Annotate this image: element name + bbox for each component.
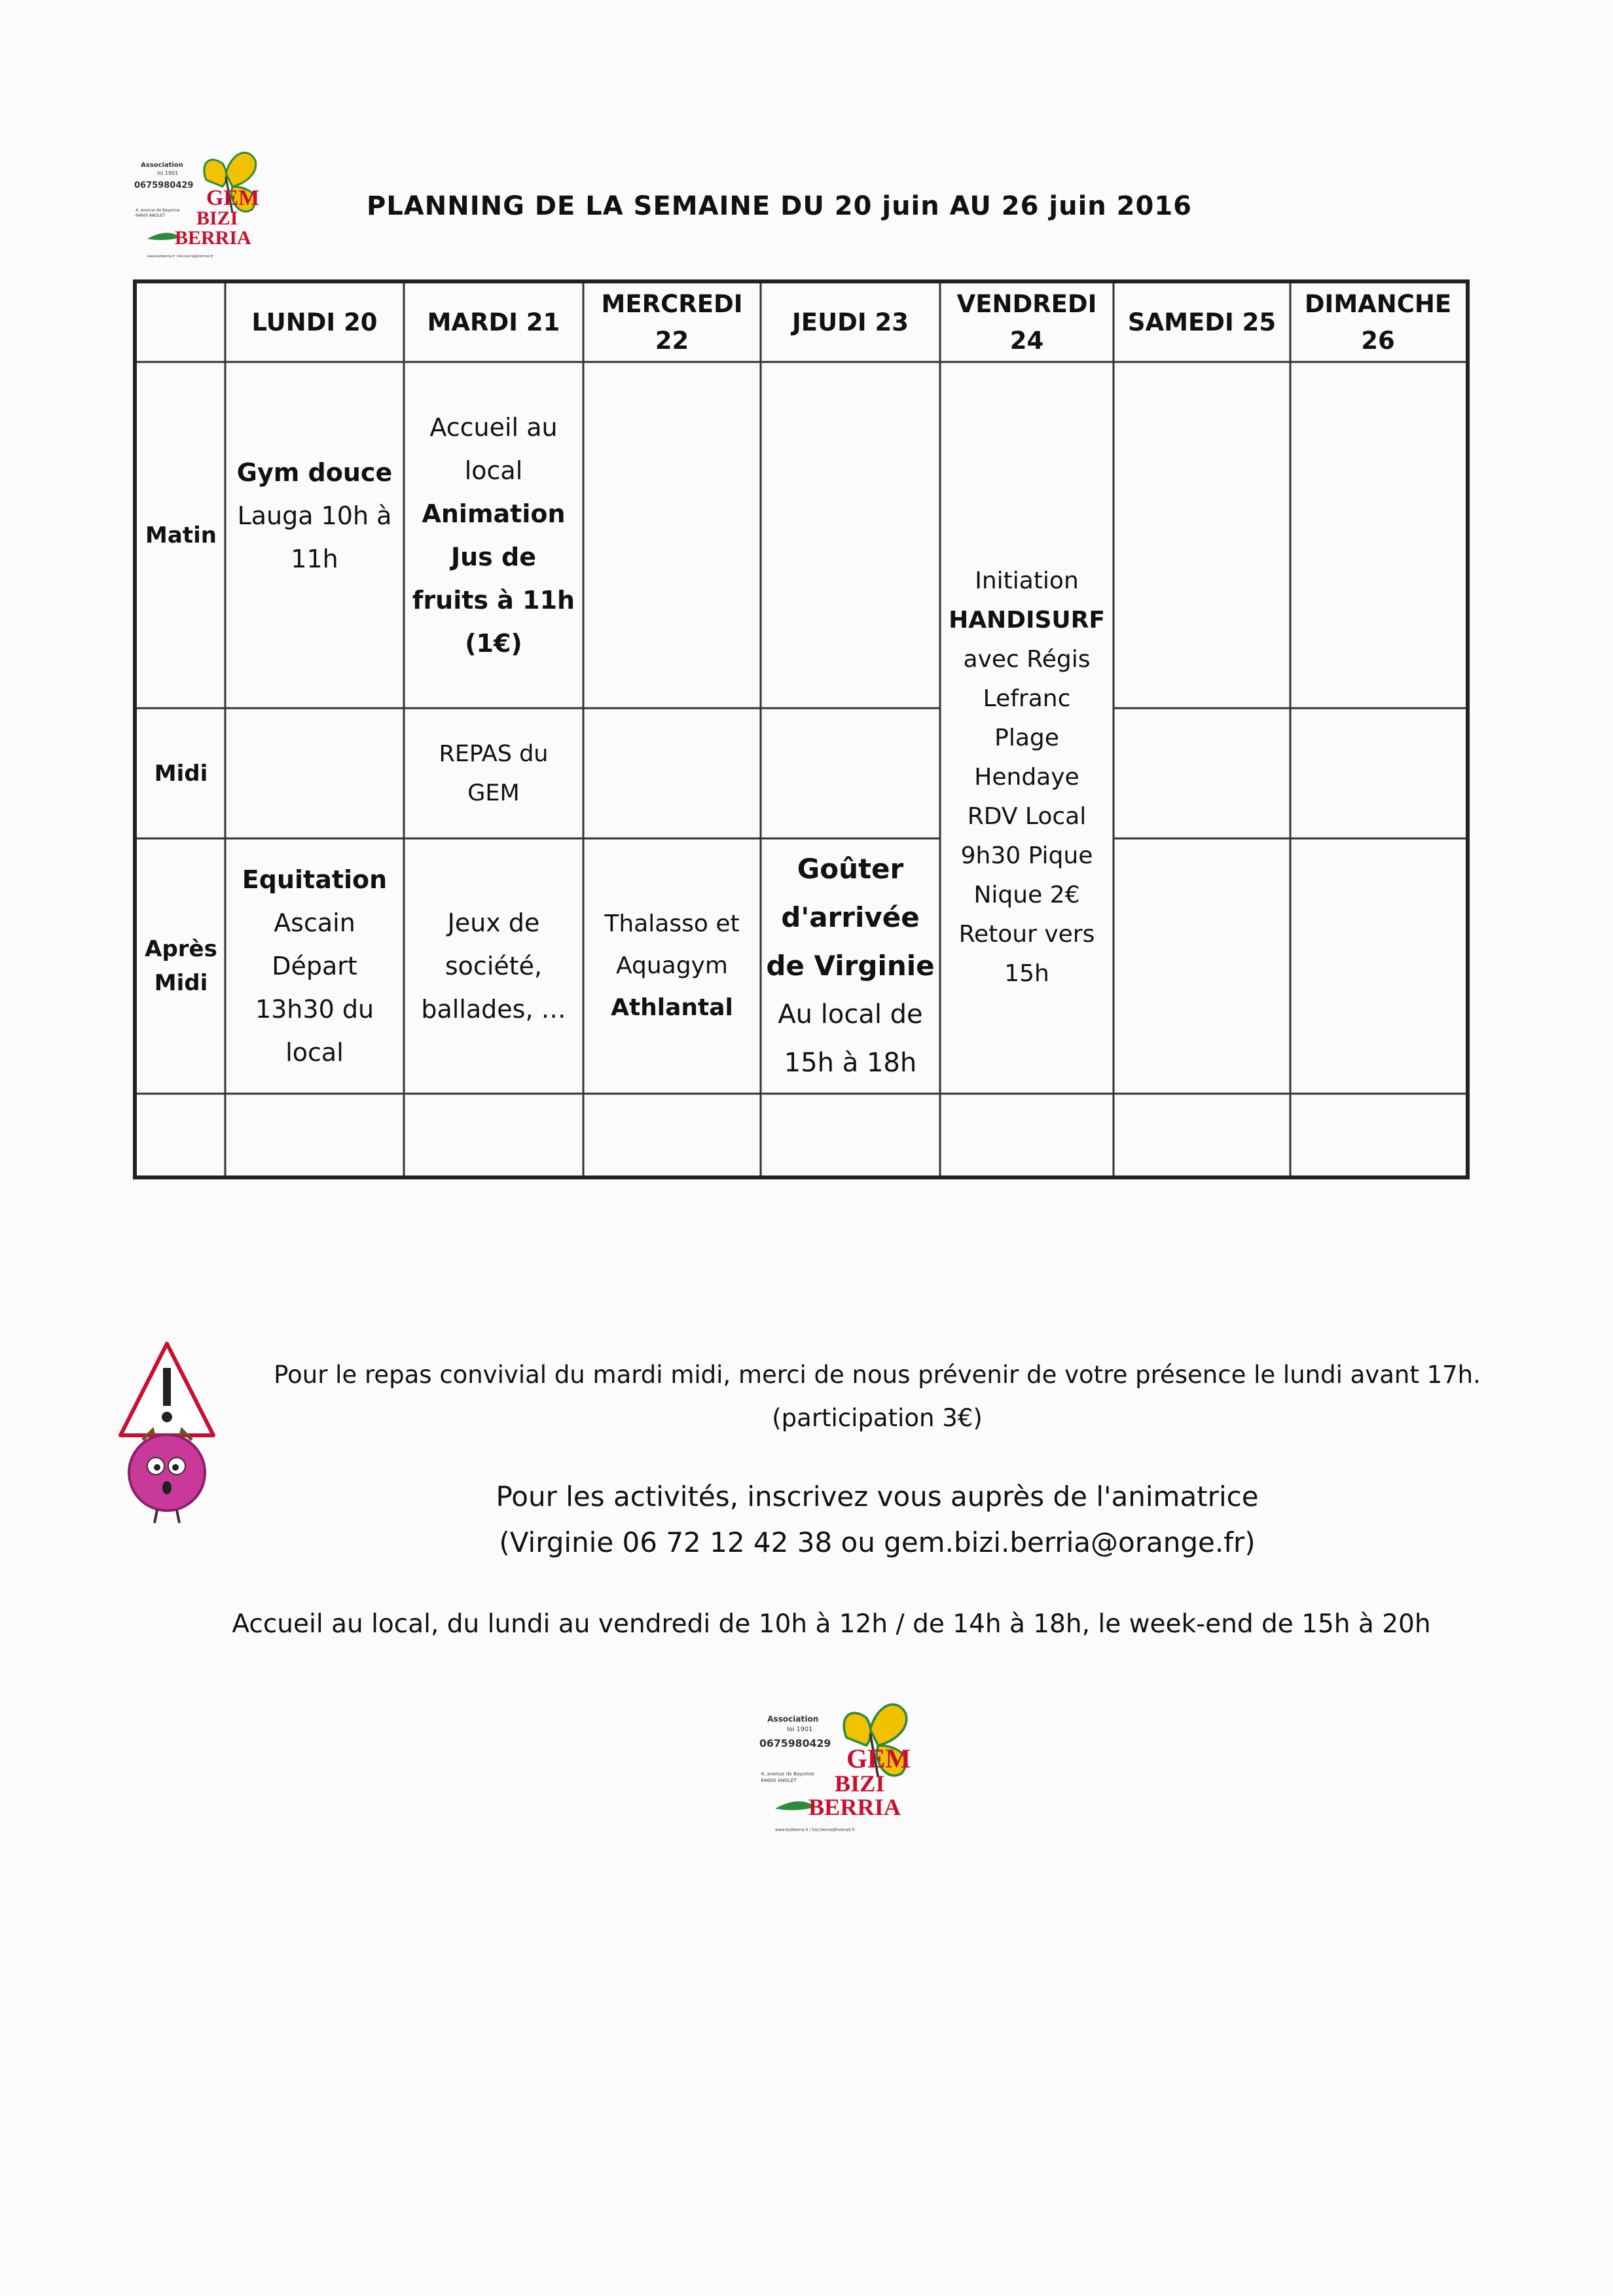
activity-title: Goûter (797, 853, 904, 885)
logo-association-text: Association (767, 1714, 819, 1724)
activity-title: de Virginie (766, 950, 935, 982)
logo-name-berria: BERRIA (175, 227, 251, 249)
activity-detail: GEM (467, 780, 520, 806)
cell-mercredi-apres-midi (583, 838, 761, 1094)
activity-detail: Lefranc (983, 685, 1071, 712)
activity-title: Gym douce (236, 457, 393, 487)
logo-address-line1: 4, avenue de Bayonne (136, 208, 180, 213)
note-activites (223, 1474, 1532, 1566)
activity-detail: 13h30 du (255, 995, 374, 1024)
header-day-number: 26 (1361, 327, 1395, 355)
row-label-text: Matin (145, 522, 217, 548)
activity-detail: local (285, 1038, 344, 1067)
cell-mardi-matin (404, 362, 583, 708)
logo-name-bizi: BIZI (196, 207, 238, 229)
association-logo-top (134, 147, 275, 262)
logo-name-gem: GEM (846, 1743, 911, 1774)
header-dimanche (1290, 283, 1466, 362)
activity-detail: 11h (291, 544, 338, 573)
activity-title: Equitation (242, 865, 388, 894)
header-day-label: DIMANCHE (1304, 290, 1452, 318)
activity-detail: REPAS du (439, 740, 549, 767)
cell-mardi-apres-midi (404, 838, 583, 1094)
note-repas-line1: Pour le repas convivial du mardi midi, merci de nous prévenir de votre présence le lundi avant 17h. (274, 1361, 1481, 1389)
weekly-schedule-table (133, 279, 1470, 1179)
header-vendredi (940, 283, 1114, 362)
header-day-label: SAMEDI 25 (1127, 308, 1277, 336)
activity-detail: Plage Hendaye (974, 725, 1079, 791)
header-day-label: JEUDI 23 (792, 308, 909, 336)
activity-title: HANDISURF (949, 607, 1105, 634)
activity-title: fruits à 11h (412, 585, 575, 615)
note-repas-line2: (participation 3€) (772, 1404, 983, 1432)
warning-mascot (117, 1338, 218, 1525)
activity-detail: 9h30 Pique (960, 842, 1093, 869)
cell-lundi-apres-midi (225, 838, 404, 1094)
activity-detail: local (464, 456, 523, 485)
pink-monster-icon (129, 1430, 205, 1523)
activity-detail: 15h (1004, 960, 1049, 987)
logo-phone-text: 0675980429 (134, 181, 194, 190)
activity-detail: Ascain (274, 908, 355, 937)
header-mardi (404, 283, 583, 362)
cell-mardi-midi (404, 708, 583, 838)
logo-association-text: Association (141, 162, 183, 169)
cell-jeudi-apres-midi (761, 838, 940, 1094)
header-day-number: 22 (655, 327, 689, 355)
activity-detail: Accueil au (429, 412, 558, 442)
association-logo-bottom (759, 1695, 930, 1839)
row-label-apres-midi (137, 838, 225, 1094)
activity-title: Animation (422, 499, 566, 528)
activity-title: Jus de (450, 542, 536, 571)
activity-detail: ballades, … (421, 995, 566, 1024)
row-label-text: Après (145, 936, 217, 962)
logo-web-text: www.biziberria.fr / bizi.berria@hotmail.fr (147, 255, 214, 259)
activity-detail: avec Régis (963, 646, 1091, 673)
activity-detail: Départ (272, 952, 357, 980)
logo-loi-text: loi 1901 (787, 1725, 813, 1733)
logo-name-bizi: BIZI (834, 1770, 885, 1797)
header-day-label: LUNDI 20 (251, 308, 378, 336)
activity-title: d'arrivée (781, 901, 920, 933)
row-label-text: Midi (154, 970, 208, 996)
activity-title: Athlantal (611, 994, 733, 1021)
note-accueil-horaires: Accueil au local, du lundi au vendredi de 10h à 12h / de 14h à 18h, le week-end de 15h à 20h (232, 1609, 1431, 1639)
logo-name-gem: GEM (206, 186, 260, 210)
activity-detail: Jeux de (447, 908, 540, 937)
logo-address-line2: 64600 ANGLET (761, 1777, 797, 1784)
row-label-matin (137, 362, 225, 708)
logo-phone-text: 0675980429 (759, 1737, 831, 1750)
logo-name-berria: BERRIA (808, 1794, 901, 1821)
header-day-label: MERCREDI (601, 290, 743, 318)
activity-detail: Thalasso et (604, 910, 740, 937)
logo-address-line2: 64600 ANGLET (136, 213, 166, 218)
cell-lundi-matin (225, 362, 404, 708)
activity-detail: RDV Local (967, 803, 1087, 830)
header-jeudi (761, 283, 940, 362)
note-activites-line1: Pour les activités, inscrivez vous auprès de l'animatrice (496, 1480, 1259, 1513)
activity-detail: Au local de (778, 999, 923, 1030)
logo-loi-text: loi 1901 (157, 170, 179, 176)
activity-detail: Nique 2€ (973, 882, 1080, 908)
note-contact-line: (Virginie 06 72 12 42 38 ou gem.bizi.berria@orange.fr) (499, 1526, 1256, 1558)
row-label-text: Midi (154, 760, 208, 787)
activity-detail: Initiation (975, 567, 1079, 594)
activity-detail: société, (444, 952, 543, 980)
activity-title: (1€) (465, 628, 522, 658)
header-day-label: MARDI 21 (427, 308, 560, 336)
header-samedi (1114, 283, 1290, 362)
header-mercredi (583, 283, 761, 362)
activity-detail: 15h à 18h (784, 1048, 917, 1078)
row-label-midi (137, 708, 225, 838)
note-repas (223, 1354, 1532, 1440)
activity-detail: Aquagym (616, 952, 728, 979)
header-lundi (225, 283, 404, 362)
activity-detail: Retour vers (958, 921, 1095, 948)
activity-detail: Lauga 10h à (237, 501, 392, 530)
logo-web-text: www.biziberria.fr / bizi.berria@hotmail.fr (775, 1827, 856, 1833)
header-day-number: 24 (1009, 327, 1044, 355)
warning-triangle-icon (120, 1344, 213, 1435)
header-day-label: VENDREDI (956, 290, 1097, 318)
page-title: PLANNING DE LA SEMAINE DU 20 juin AU 26 juin 2016 (367, 191, 1193, 221)
cell-vendredi-handisurf (940, 362, 1114, 1094)
logo-address-line1: 4, avenue de Bayonne (761, 1770, 814, 1777)
